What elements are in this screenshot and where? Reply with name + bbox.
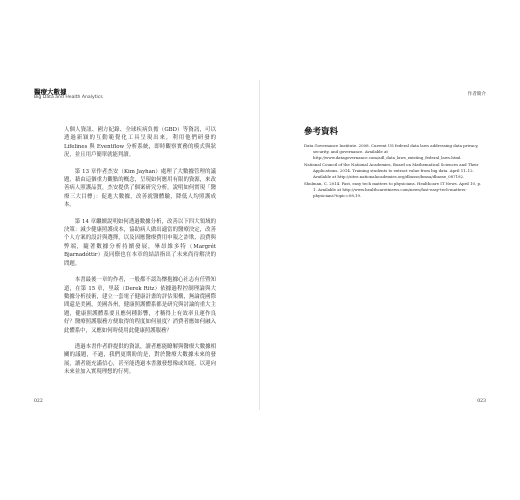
references-heading: 參考資料 xyxy=(304,127,339,137)
paragraph: 第 13 章作者杰安（Kim Jayhan）處理了大數據管理的議題，藉由這個重力觀點的概念，呈現如何應用有限的資源，來改善病人照護品質，杰安提供了個案研究分析，說明如何實現「醫療三大目標」：促進大數據，改善就醫體驗，降低人均照護成本。 xyxy=(64,168,216,209)
page-number-left: 022 xyxy=(34,399,43,404)
page-number-right: 023 xyxy=(477,399,486,404)
paragraph: 本書最後一章的作者，一般都不認為懷抱據心社志有任暨知道，在第 15 章，里茲（Derek Ritz）依據過程控制理論與大數據分析技術，建立一套電子健康計畫的評估架構，無論從國際間還是美國，美國各州，健康照護體系都是研究與討論的重大主題，健康照護體系要且應何種影響，才稱得上有效率且運作良好？醫療照護服務方便取得的程度如何量度？消費者應如何融入此體系中，又應如何時使用此健康照護服務？ xyxy=(64,277,216,334)
reference-item: Shulman, C. 2014. Fast, easy tech matters to physicians. Healthcare IT News. April 10, p. 1. Available at http://www.healthcareitnews.com/news/fast-easy-tech-matters-physicians?topic=08,19. xyxy=(304,181,482,198)
paragraph: 第 14 章繼續說明如何透過數據分析，改善以下四大領域的決策：減少健康照護成本，協助病人做出適當的醫療決定，改善个人方案的設計與選擇，以及因應醫療費用申報之詐欺、浪費與弊端，隨著數據分析持續發展，畢昂維多特（Margrét Bjarnadóttir）及同僚也在本章的結語指出了未來尚待解決的問題。 xyxy=(64,218,216,267)
paragraph: 人個人資訊、國方紀錄、全球疾病負擔（GBD）等資訊，可以透過新穎的互動範覺化工具呈現出來，利用他們研發的 Lifelines 與 Eventflow 分析系統，即時觀察實務的模式與狀況，並且用戶簡單就能判讀。 xyxy=(64,127,216,159)
book-subtitle: Big Data and Health Analytics xyxy=(34,95,103,100)
right-page xyxy=(262,80,498,410)
body-text xyxy=(64,126,216,385)
reference-item: Data Governance Institute. 2008. Current US federal data laws addressing data privacy, security, and governance. Available at http://www.datagovernance.com/adl_data_laws_existing_federal_laws.html. xyxy=(304,143,479,160)
chapter-header: 作者簡介 xyxy=(467,92,486,97)
reference-item: National Council of the National Academies, Board on Mathematical Sciences and Their Applications. 2014. Training students to extract value from big data. April 11–12. Available at http://sites.nationalacademies.org/dbasse/bmsa/dbasse_087192. xyxy=(304,162,479,179)
references-list xyxy=(304,143,482,200)
book-title: 醫療大數據 xyxy=(34,88,67,96)
book-spine xyxy=(259,80,260,410)
paragraph: 透過本書作者群提供的資訊，讀者應能瞭解與醫療大數據相關的議題，不過，我們更期盼的是，對於醫療大數據未來的發展，讀者能充滿信心，甚至能透過本書激發想像或知能，以迎向未來並加入實現理想的行列。 xyxy=(64,343,216,376)
left-page xyxy=(22,80,256,410)
